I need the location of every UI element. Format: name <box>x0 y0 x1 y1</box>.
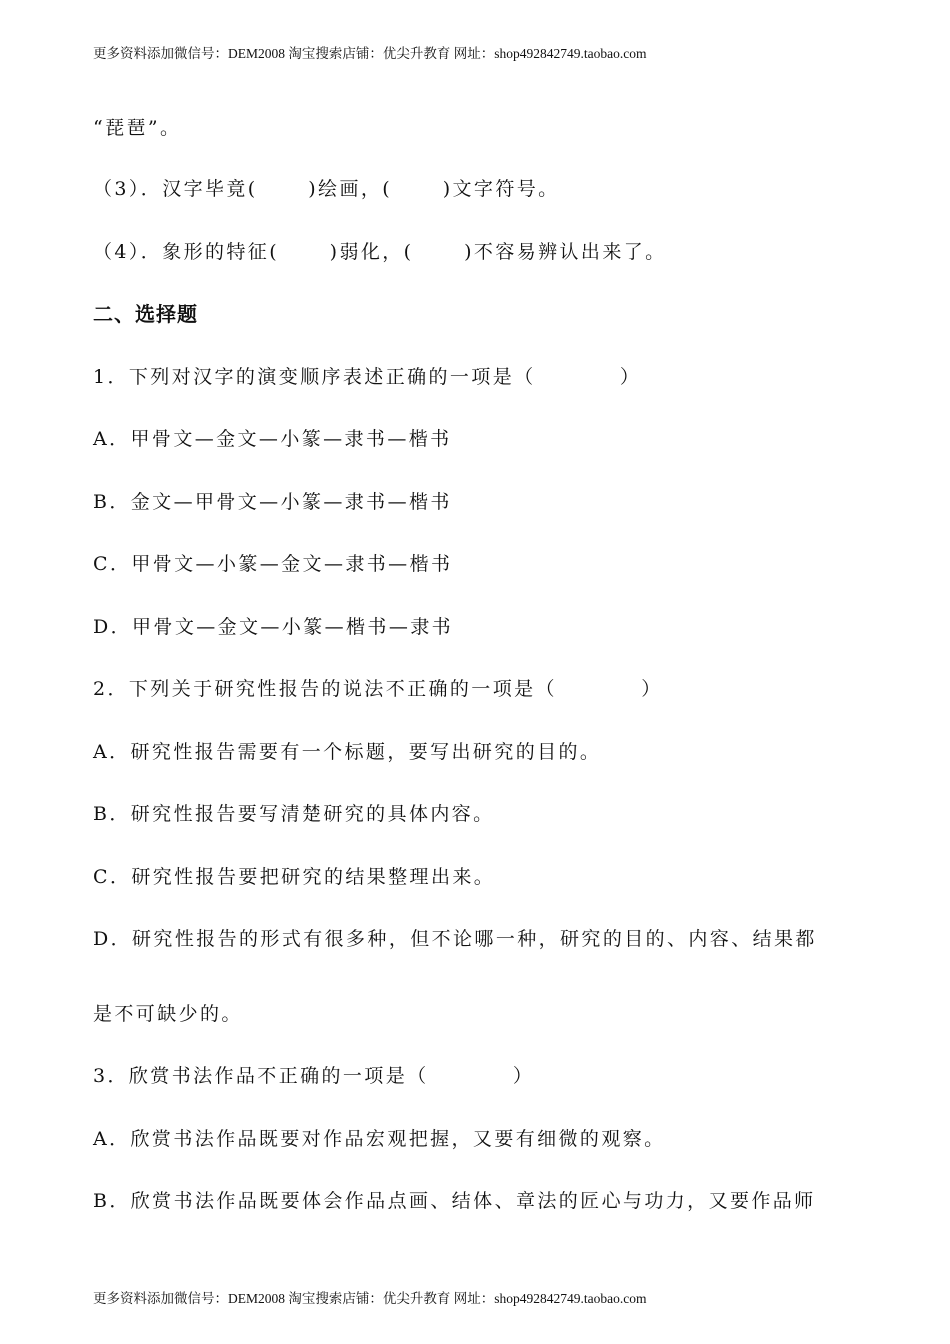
fill-blank-item-3: （3）．汉字毕竟( )绘画，( )文字符号。 <box>93 178 560 200</box>
question-1-stem: 1．下列对汉字的演变顺序表述正确的一项是（ ） <box>93 366 642 388</box>
question-2-option-d: D．研究性报告的形式有很多种，但不论哪一种，研究的目的、内容、结果都 <box>93 928 817 950</box>
question-1-option-a: A．甲骨文—金文—小篆—隶书—楷书 <box>93 428 452 450</box>
question-3-option-a: A．欣赏书法作品既要对作品宏观把握，又要有细微的观察。 <box>93 1128 666 1150</box>
fill-blank-continuation: “琵琶”。 <box>93 117 182 139</box>
page-header: 更多资料添加微信号：DEM2008 淘宝搜索店铺：优尖升教育 网址：shop492842749.taobao.com <box>93 46 647 61</box>
question-1-option-c: C．甲骨文—小篆—金文—隶书—楷书 <box>93 553 453 575</box>
question-2-stem: 2．下列关于研究性报告的说法不正确的一项是（ ） <box>93 678 663 700</box>
question-2-option-a: A．研究性报告需要有一个标题，要写出研究的目的。 <box>93 741 602 763</box>
question-3-stem: 3．欣赏书法作品不正确的一项是（ ） <box>93 1065 535 1087</box>
fill-blank-item-4: （4）．象形的特征( )弱化，( )不容易辨认出来了。 <box>93 241 667 263</box>
question-2-option-d-continued: 是不可缺少的。 <box>93 1003 243 1025</box>
section-title: 二、选择题 <box>93 302 198 326</box>
question-1-option-b: B．金文—甲骨文—小篆—隶书—楷书 <box>93 491 452 513</box>
page-footer: 更多资料添加微信号：DEM2008 淘宝搜索店铺：优尖升教育 网址：shop492842749.taobao.com <box>93 1291 647 1306</box>
question-3-option-b: B．欣赏书法作品既要体会作品点画、结体、章法的匠心与功力，又要作品师 <box>93 1190 816 1212</box>
question-2-option-b: B．研究性报告要写清楚研究的具体内容。 <box>93 803 495 825</box>
question-1-option-d: D．甲骨文—金文—小篆—楷书—隶书 <box>93 616 454 638</box>
question-2-option-c: C．研究性报告要把研究的结果整理出来。 <box>93 866 496 888</box>
